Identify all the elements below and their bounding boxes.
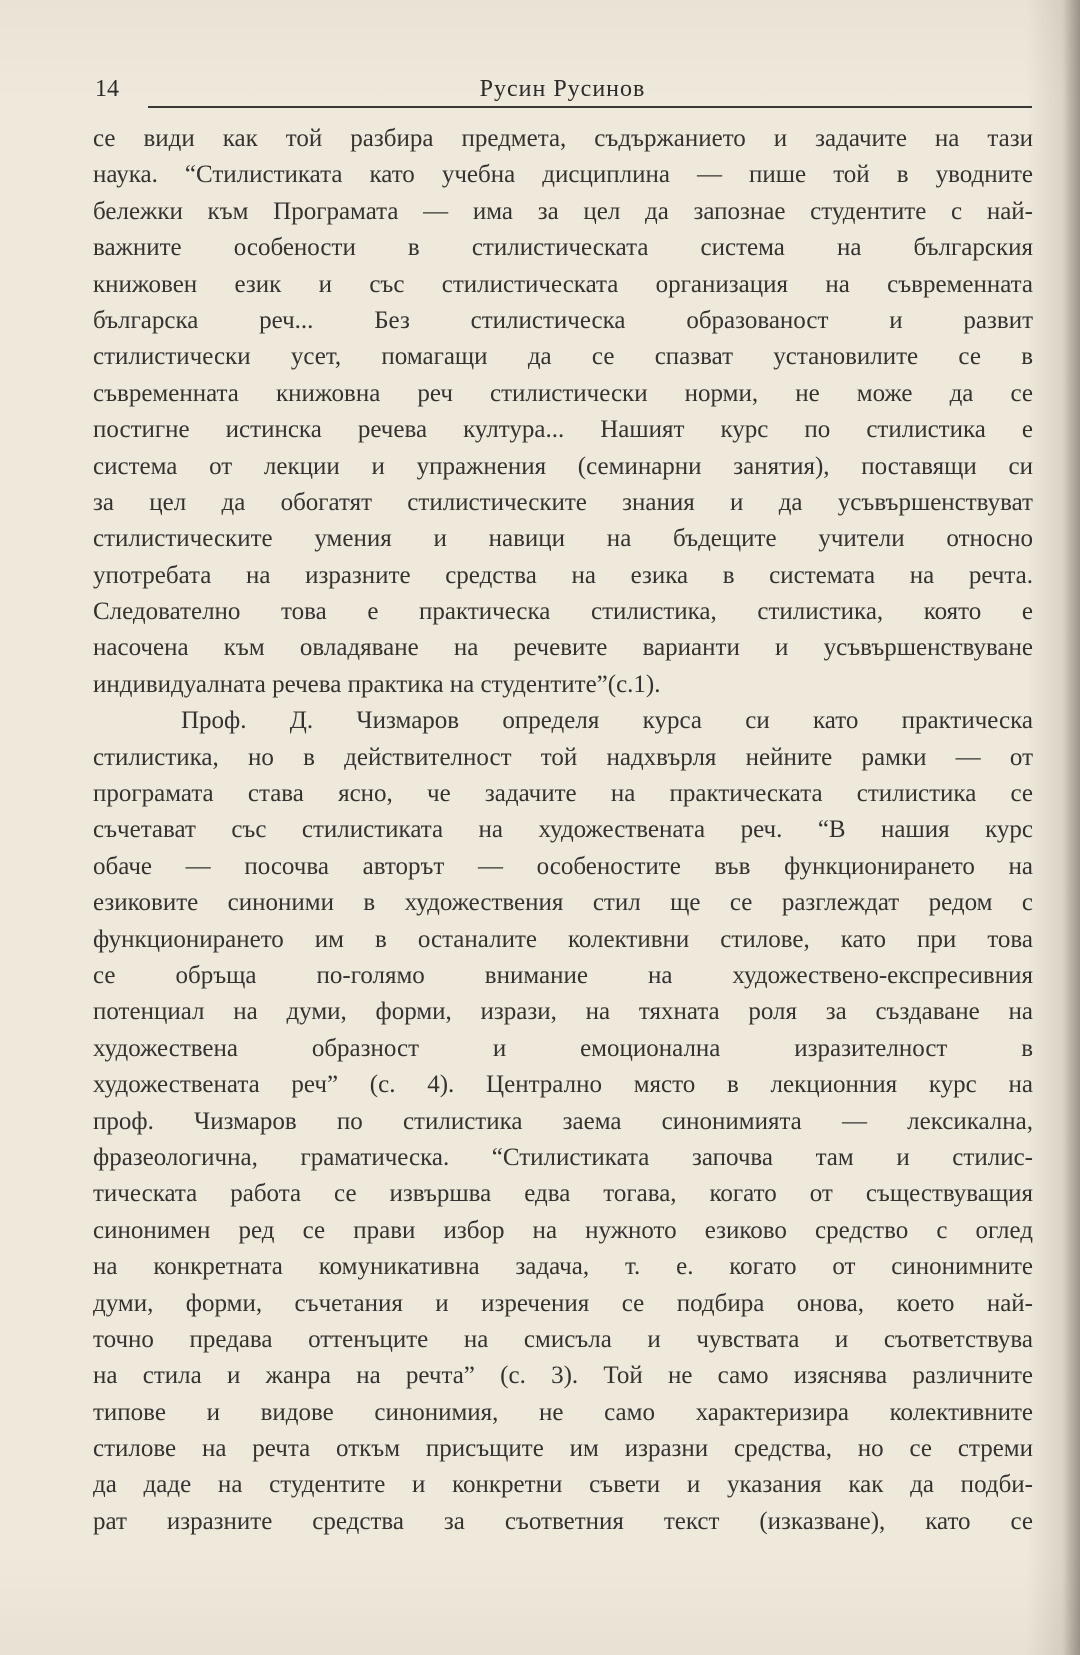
text-line: Следователно това е практическа стилистика, стилистика, която е xyxy=(93,598,1033,626)
text-line: стилистика, но в действителност той надхвърля нейните рамки — от xyxy=(93,743,1033,771)
text-line: програмата става ясно, че задачите на практическата стилистика се xyxy=(93,780,1033,808)
text-line: езиковите синоними в художествения стил ще се разглеждат редом с xyxy=(93,889,1033,917)
text-line: проф. Чизмаров по стилистика заема синонимията — лексикална, xyxy=(93,1107,1033,1135)
header-rule xyxy=(148,106,1032,108)
running-title: Русин Русинов xyxy=(479,76,646,102)
text-line: стилистическите умения и навици на бъдещите учители относно xyxy=(93,525,1033,553)
text-line: индивидуалната речева практика на студентите”(с.1). xyxy=(93,670,661,698)
page-header xyxy=(95,72,1030,108)
text-line: функционирането им в останалите колективни стилове, като при това xyxy=(93,925,1033,953)
text-line: художествена образност и емоционална изразителност в xyxy=(93,1034,1033,1062)
text-line: стилове на речта откъм присъщите им изразни средства, но се стреми xyxy=(93,1435,1033,1463)
text-line: да даде на студентите и конкретни съвети и указания как да подби- xyxy=(93,1471,1033,1499)
text-line: съчетават със стилистиката на художествената реч. “В нашия курс xyxy=(93,816,1033,844)
text-line: книжовен език и със стилистическата организация на съвременната xyxy=(93,270,1033,298)
page-number: 14 xyxy=(95,76,119,102)
text-line: обаче — посочва авторът — особеностите във функционирането на xyxy=(93,852,1033,880)
text-line: типове и видове синонимия, не само характеризира колективните xyxy=(93,1398,1033,1426)
text-line: бележки към Програмата — има за цел да запознае студентите с най- xyxy=(93,197,1033,225)
text-line: художествената реч” (с. 4). Централно място в лекционния курс на xyxy=(93,1071,1033,1099)
text-line: думи, форми, съчетания и изречения се подбира онова, което най- xyxy=(93,1289,1033,1317)
text-line: се обръща по-голямо внимание на художествено-експресивния xyxy=(93,961,1033,989)
body-text xyxy=(93,121,1033,1540)
text-line: наука. “Стилистиката като учебна дисциплина — пише той в уводните xyxy=(93,161,1033,189)
text-line: важните особености в стилистическата система на българския xyxy=(93,234,1033,262)
text-line: за цел да обогатят стилистическите знания и да усъвършенствуват xyxy=(93,488,1033,516)
text-line: тическата работа се извършва едва тогава, когато от съществуващия xyxy=(93,1180,1033,1208)
text-line: точно предава оттенъците на смисъла и чувствата и съответствува xyxy=(93,1325,1033,1353)
text-line: насочена към овладяване на речевите варианти и усъвършенствуване xyxy=(93,634,1033,662)
text-line: на конкретната комуникативна задача, т. е. когато от синонимните xyxy=(93,1253,1033,1281)
text-line: рат изразните средства за съответния текст (изказване), като се xyxy=(93,1507,1033,1535)
text-line: употребата на изразните средства на езика в системата на речта. xyxy=(93,561,1033,589)
text-line: синонимен ред се прави избор на нужното езиково средство с оглед xyxy=(93,1216,1033,1244)
text-line: българска реч... Без стилистическа образованост и развит xyxy=(93,306,1033,334)
text-line: система от лекции и упражнения (семинарни занятия), поставящи си xyxy=(93,452,1033,480)
paragraph-1 xyxy=(93,121,1033,703)
text-line: се види как той разбира предмета, съдържанието и задачите на тази xyxy=(93,125,1033,152)
text-line: постигне истинска речева култура... Нашият курс по стилистика е xyxy=(93,416,1033,444)
text-line: съвременната книжовна реч стилистически норми, не може да се xyxy=(93,379,1033,407)
text-line: фразеологична, граматическа. “Стилистиката започва там и стилис- xyxy=(93,1143,1033,1171)
text-line: потенциал на думи, форми, изрази, на тяхната роля за създаване на xyxy=(93,998,1033,1026)
text-line: Проф. Д. Чизмаров определя курса си като практическа xyxy=(181,707,1033,735)
page-edge-shadow xyxy=(1062,0,1080,1655)
paragraph-2 xyxy=(93,703,1033,1540)
text-line: на стила и жанра на речта” (с. 3). Той не само изяснява различните xyxy=(93,1362,1033,1390)
text-line: стилистически усет, помагащи да се спазват установилите се в xyxy=(93,343,1033,371)
